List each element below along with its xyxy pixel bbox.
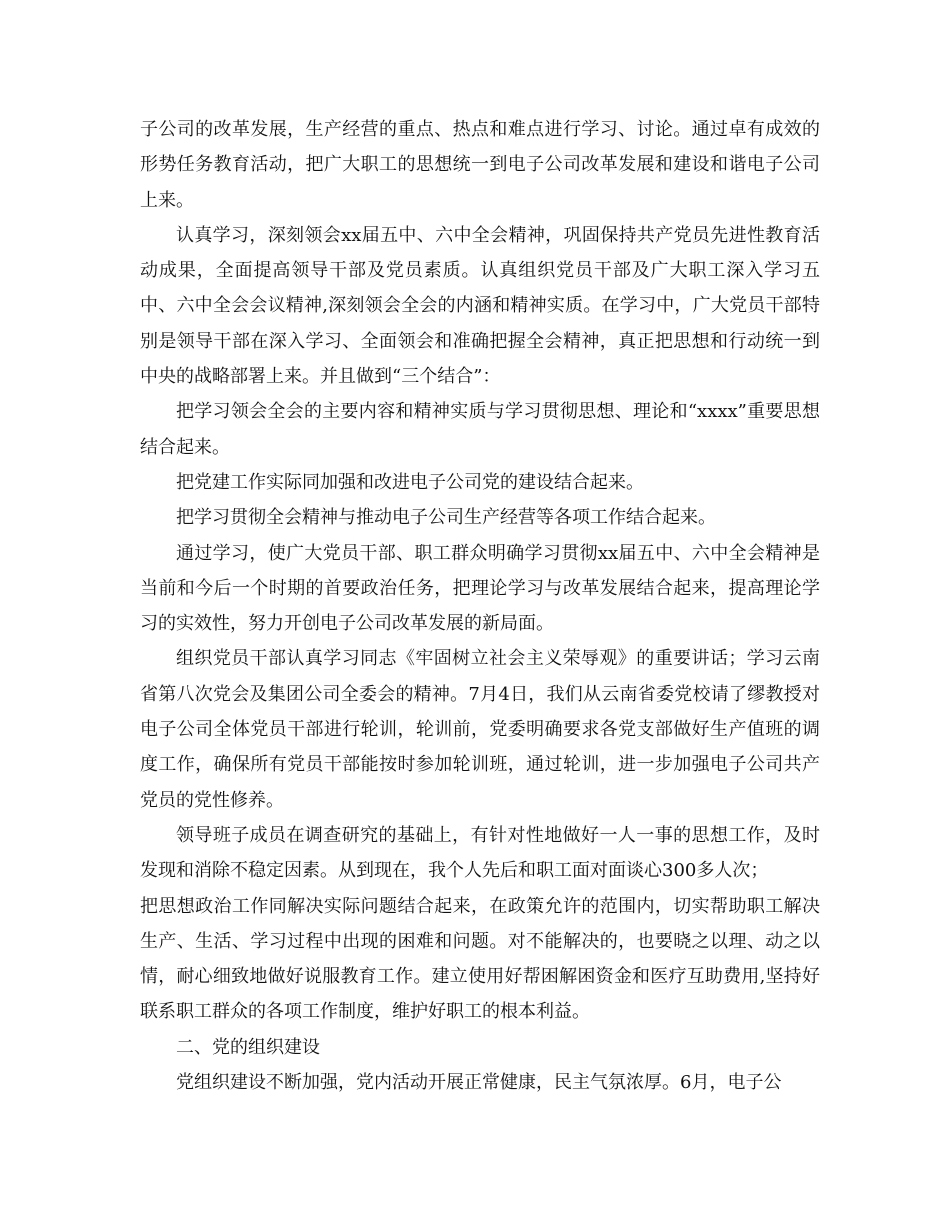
paragraph-continued: 子公司的改革发展，生产经营的重点、热点和难点进行学习、讨论。通过卓有成效的形势任务教育活动，把广大职工的思想统一到电子公司改革发展和建设和谐电子公司上来。	[140, 119, 820, 211]
document-body	[140, 112, 820, 1100]
paragraph-combine-2: 把党建工作实际同加强和改进电子公司党的建设结合起来。	[176, 471, 644, 493]
paragraph-practical-problems: 把思想政治工作同解决实际问题结合起来，在政策允许的范围内，切实帮助职工解决生产、生活、学习过程中出现的困难和问题。对不能解决的，也要晓之以理、动之以情，耐心细致地做好说服教育工作。建立使用好帮困解困资金和医疗互助费用,坚持好联系职工群众的各项工作制度，维护好职工的根本利益。	[140, 895, 820, 1023]
paragraph-combine-1: 把学习领会全会的主要内容和精神实质与学习贯彻思想、理论和“xxxx”重要思想结合起来。	[140, 401, 820, 458]
paragraph-through-study: 通过学习，使广大党员干部、职工群众明确学习贯彻xx届五中、六中全会精神是当前和今后一个时期的首要政治任务，把理论学习与改革发展结合起来，提高理论学习的实效性，努力开创电子公司改革发展的新局面。	[140, 542, 820, 635]
paragraph-organize-training: 组织党员干部认真学习同志《牢固树立社会主义荣辱观》的重要讲话；学习云南省第八次党会及集团公司全委会的精神。7月4日，我们从云南省委党校请了缪教授对电子公司全体党员干部进行轮训，轮训前，党委明确要求各党支部做好生产值班的调度工作，确保所有党员干部能按时参加轮训班，通过轮训，进一步加强电子公司共产党员的党性修养。	[140, 648, 820, 811]
section-heading-party-organization: 二、党的组织建设	[176, 1036, 320, 1058]
paragraph-organization-building: 党组织建设不断加强，党内活动开展正常健康，民主气氛浓厚。6月，电子公	[176, 1072, 782, 1094]
paragraph-study-plenary: 认真学习，深刻领会xx届五中、六中全会精神，巩固保持共产党员先进性教育活动成果，全面提高领导干部及党员素质。认真组织党员干部及广大职工深入学习五中、六中全会会议精神,深刻领会全会的内涵和精神实质。在学习中，广大党员干部特别是领导干部在深入学习、全面领会和准确把握全会精神，真正把思想和行动统一到中央的战略部署上来。并且做到“三个结合”：	[140, 224, 820, 388]
paragraph-leadership-work: 领导班子成员在调查研究的基础上，有针对性地做好一人一事的思想工作，及时发现和消除不稳定因素。从到现在，我个人先后和职工面对面谈心300多人次；	[140, 824, 820, 882]
paragraph-combine-3: 把学习贯彻全会精神与推动电子公司生产经营等各项工作结合起来。	[176, 507, 716, 529]
